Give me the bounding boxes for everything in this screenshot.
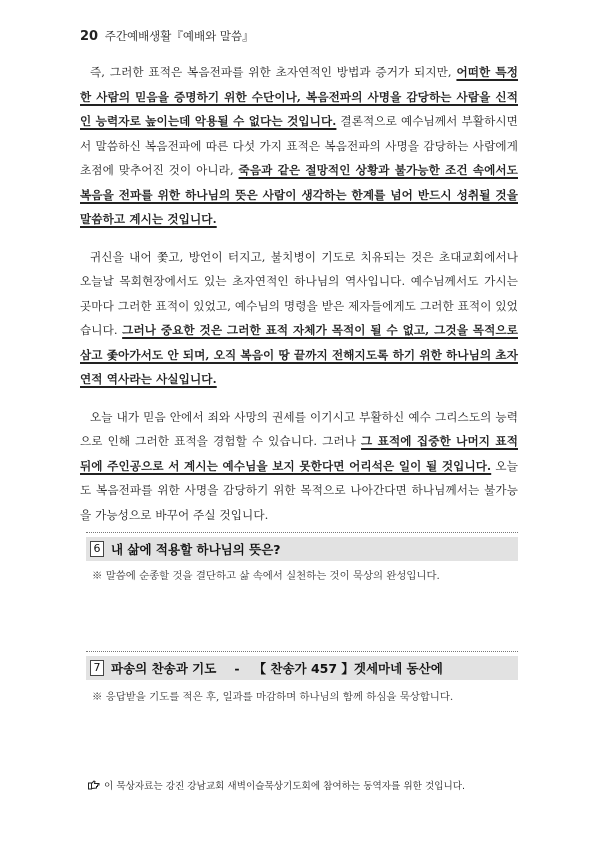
footer-text: 이 묵상자료는 강진 강남교회 새벽이슬묵상기도회에 참여하는 동역자를 위한 것입니다.: [104, 781, 466, 792]
emphasis-text: 그러나 중요한 것은 그러한 표적 자체가 목적이 될 수 없고, 그것을 목적으로 삼고 좇아가서도 안 되며, 오직 복음이 땅 끝까지 전해지도록 하기 위한 하나님의 초자연적 역사라는 사실입니다.: [80, 323, 518, 386]
section-7-separator: -: [234, 660, 240, 676]
section-7-title: 파송의 찬송과 기도: [111, 661, 217, 676]
emphasis-text: 어떠한 특정한 사람의 믿음을 증명하기 위한 수단이나, 복음전파의 사명을 감당하는 사람을 신적인 능력자로 높이는데 악용될 수 없다는 것입니다.: [80, 65, 519, 128]
section-7-hymn: 【 찬송가 457 】겟세마네 동산에: [253, 661, 443, 676]
page-header: [80, 28, 254, 44]
emphasis-text: 죽음과 같은 절망적인 상황과 불가능한 조건 속에서도 복음을 전파를 위한 하나님의 뜻은 사람이 생각하는 한계를 넘어 반드시 성취될 것을 말씀하고 계시는 것입니다.: [80, 163, 518, 226]
paragraph-2: [80, 245, 518, 392]
paragraph-1: [80, 60, 518, 232]
text-run: 오늘도 복음전파를 위한 사명을 감당하기 위한 목적으로 나아간다면 하나님께서는 불가능을 가능성으로 바꾸어 주실 것입니다.: [80, 458, 518, 522]
text-run: 귀신을 내어 쫓고, 방언이 터지고, 불치병이 기도로 치유되는 것은 초대교회에서나 오늘날 목회현장에서도 있는 초자연적인 하나님의 역사입니다. 예수님께서도 가시는 곳마다 그러한 표적이 있었고, 예수님의 명령을 받은 제자들에게도 그러한 표적이 있었습니다.: [80, 249, 518, 337]
header-title: 주간예배생활『예배와 말씀』: [104, 29, 254, 43]
section-6-number: 6: [90, 541, 104, 557]
section-7-number: 7: [90, 660, 104, 676]
footer: [88, 778, 465, 792]
section-6-header: [86, 537, 518, 561]
paragraph-3: [80, 405, 518, 528]
section-6-note: ※ 말씀에 순종할 것을 결단하고 삶 속에서 실천하는 것이 묵상의 완성입니다.: [92, 570, 440, 582]
text-run: 결론적으로 예수님께서 부활하시면서 말씀하신 복음전파에 따른 다섯 가지 표적은 복음전파의 사명을 감당하는 사람에게 초점에 맞추어진 것이 아니라,: [80, 114, 518, 177]
emphasis-text: 그 표적에 집중한 나머지 표적 뒤에 주인공으로 서 계시는 예수님을 보지 못한다면 어리석은 일이 될 것입니다.: [80, 434, 518, 473]
body-text: [80, 60, 518, 540]
section-7-divider: [86, 651, 518, 652]
section-7-header: [86, 656, 518, 680]
section-6-divider: [86, 532, 518, 533]
section-7-note: ※ 응답받을 기도를 적은 후, 일과를 마감하며 하나님의 함께 하심을 묵상합니다.: [92, 691, 454, 703]
text-run: 즉, 그러한 표적은 복음전파를 위한 초자연적인 방법과 증거가 되지만,: [90, 65, 457, 79]
section-6-title: 내 삶에 적용할 하나님의 뜻은?: [111, 542, 281, 557]
text-run: 오늘 내가 믿음 안에서 죄와 사망의 권세를 이기시고 부활하신 예수 그리스도의 능력으로 인해 그러한 표적을 경험할 수 있습니다. 그러나: [80, 409, 518, 448]
page-number: 20: [80, 29, 99, 44]
pointing-hand-icon: [88, 780, 100, 790]
